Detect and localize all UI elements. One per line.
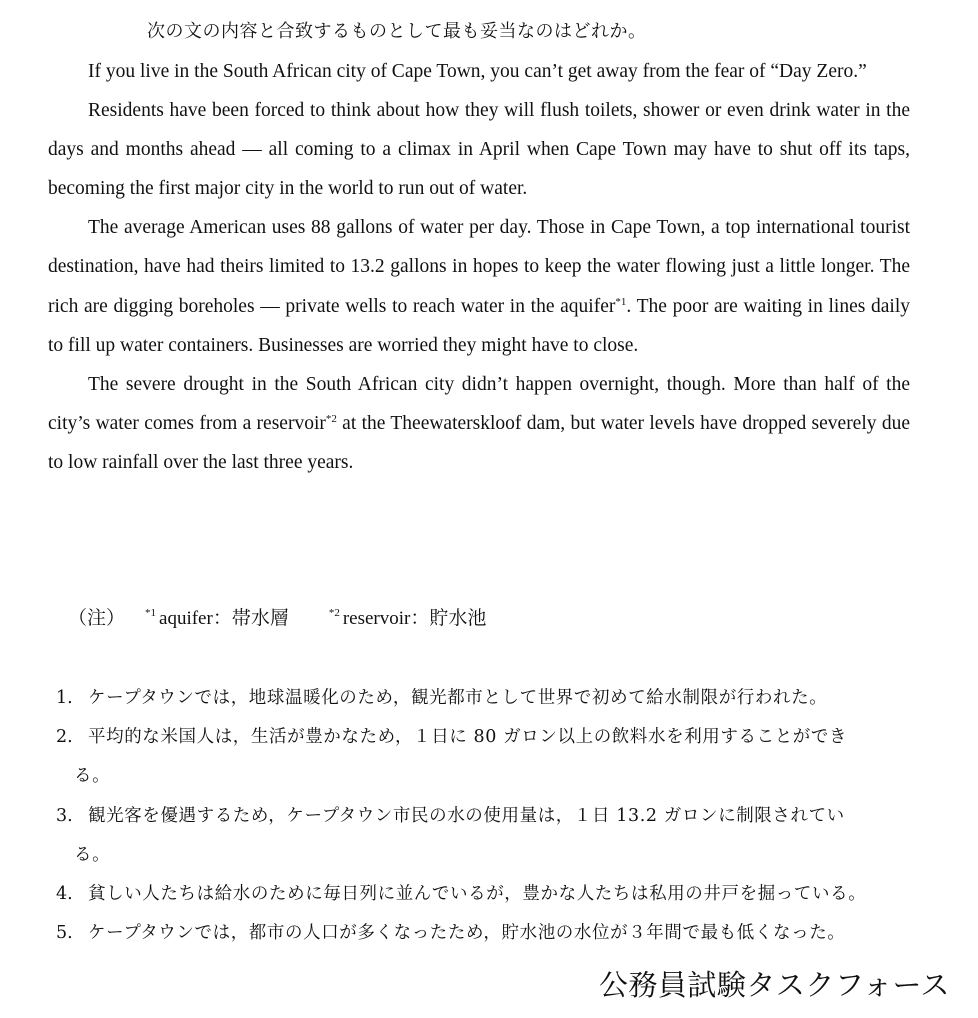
- choice-3-continuation: [56, 836, 916, 875]
- choice-number: 5.: [56, 923, 73, 944]
- choice-2-continuation: [56, 757, 916, 796]
- choice-number: 1.: [56, 688, 73, 708]
- passage-paragraph-4-text-a: The severe drought in the South African city didn’t happen overnight, though. More than half of the city’s water comes from a reservoir: [48, 373, 910, 434]
- notes-label: （注）: [68, 608, 126, 629]
- footnote-marker-2: *2: [325, 412, 337, 425]
- passage-paragraph-3-text-a: The average American uses 88 gallons of water per day. Those in Cape Town, a top international tourist destination, have had theirs limited to 13.2 gallons in hopes to keep the water flowing just a little longer. The rich are digging boreholes — private wells to reach water in the aquifer: [48, 217, 910, 317]
- choice-text: 平均的な米国人は，生活が豊かなため，１日に 80 ガロン以上の飲料水を利用することができ: [88, 727, 848, 748]
- footnotes: [68, 604, 486, 634]
- choice-text: 貧しい人たちは給水のために毎日列に並んでいるが，豊かな人たちは私用の井戸を掘っている。: [88, 884, 867, 905]
- answer-choices: [56, 679, 916, 953]
- choice-1[interactable]: [56, 679, 916, 718]
- note-1-text: aquifer：帯水層: [159, 608, 289, 629]
- choice-number: 4.: [56, 884, 73, 905]
- choice-text-continued: る。: [74, 766, 111, 787]
- choice-3[interactable]: [56, 797, 916, 836]
- choice-4[interactable]: [56, 875, 916, 914]
- passage-paragraph-4: [48, 365, 910, 482]
- passage-paragraph-4-text-b: at the Theewaterskloof dam, but water levels have dropped severely due to low rainfall over the last three years.: [48, 412, 910, 473]
- choice-text: ケープタウンでは，都市の人口が多くなったため，貯水池の水位が３年間で最も低くなった。: [88, 923, 846, 944]
- note-2-marker: *2: [328, 607, 340, 619]
- note-2-text: reservoir：貯水池: [342, 608, 487, 629]
- choice-text: 観光客を優遇するため，ケープタウン市民の水の使用量は，１日 13.2 ガロンに制限されてい: [88, 805, 845, 826]
- footnote-marker-1: *1: [615, 295, 627, 308]
- passage-paragraph-3-text-b: . The poor are waiting in lines daily to fill up water containers. Businesses are worried they might have to close.: [48, 295, 911, 356]
- choice-number: 3.: [56, 805, 73, 826]
- choice-text-continued: る。: [74, 844, 111, 865]
- choice-text: ケープタウンでは，地球温暖化のため，観光都市として世界で初めて給水制限が行われた。: [88, 688, 828, 708]
- passage-paragraph-2: Residents have been forced to think about how they will flush toilets, shower or even drink water in the days and months ahead — all coming to a climax in April when Cape Town may have to shut off its taps, becoming the first major city in the world to run out of water.: [48, 100, 910, 200]
- choice-5[interactable]: [56, 914, 916, 953]
- choice-number: 2.: [56, 727, 73, 748]
- english-passage: [48, 52, 910, 482]
- note-1-marker: *1: [145, 607, 157, 619]
- passage-paragraph-3: [48, 208, 910, 364]
- choice-2[interactable]: [56, 718, 916, 757]
- passage-paragraph-1: If you live in the South African city of Cape Town, you can’t get away from the fear of “Day Zero.”: [88, 61, 867, 82]
- brand-watermark: 公務員試験タスクフォース: [598, 968, 950, 1002]
- question-prompt: 次の文の内容と合致するものとして最も妥当なのはどれか。: [147, 21, 647, 42]
